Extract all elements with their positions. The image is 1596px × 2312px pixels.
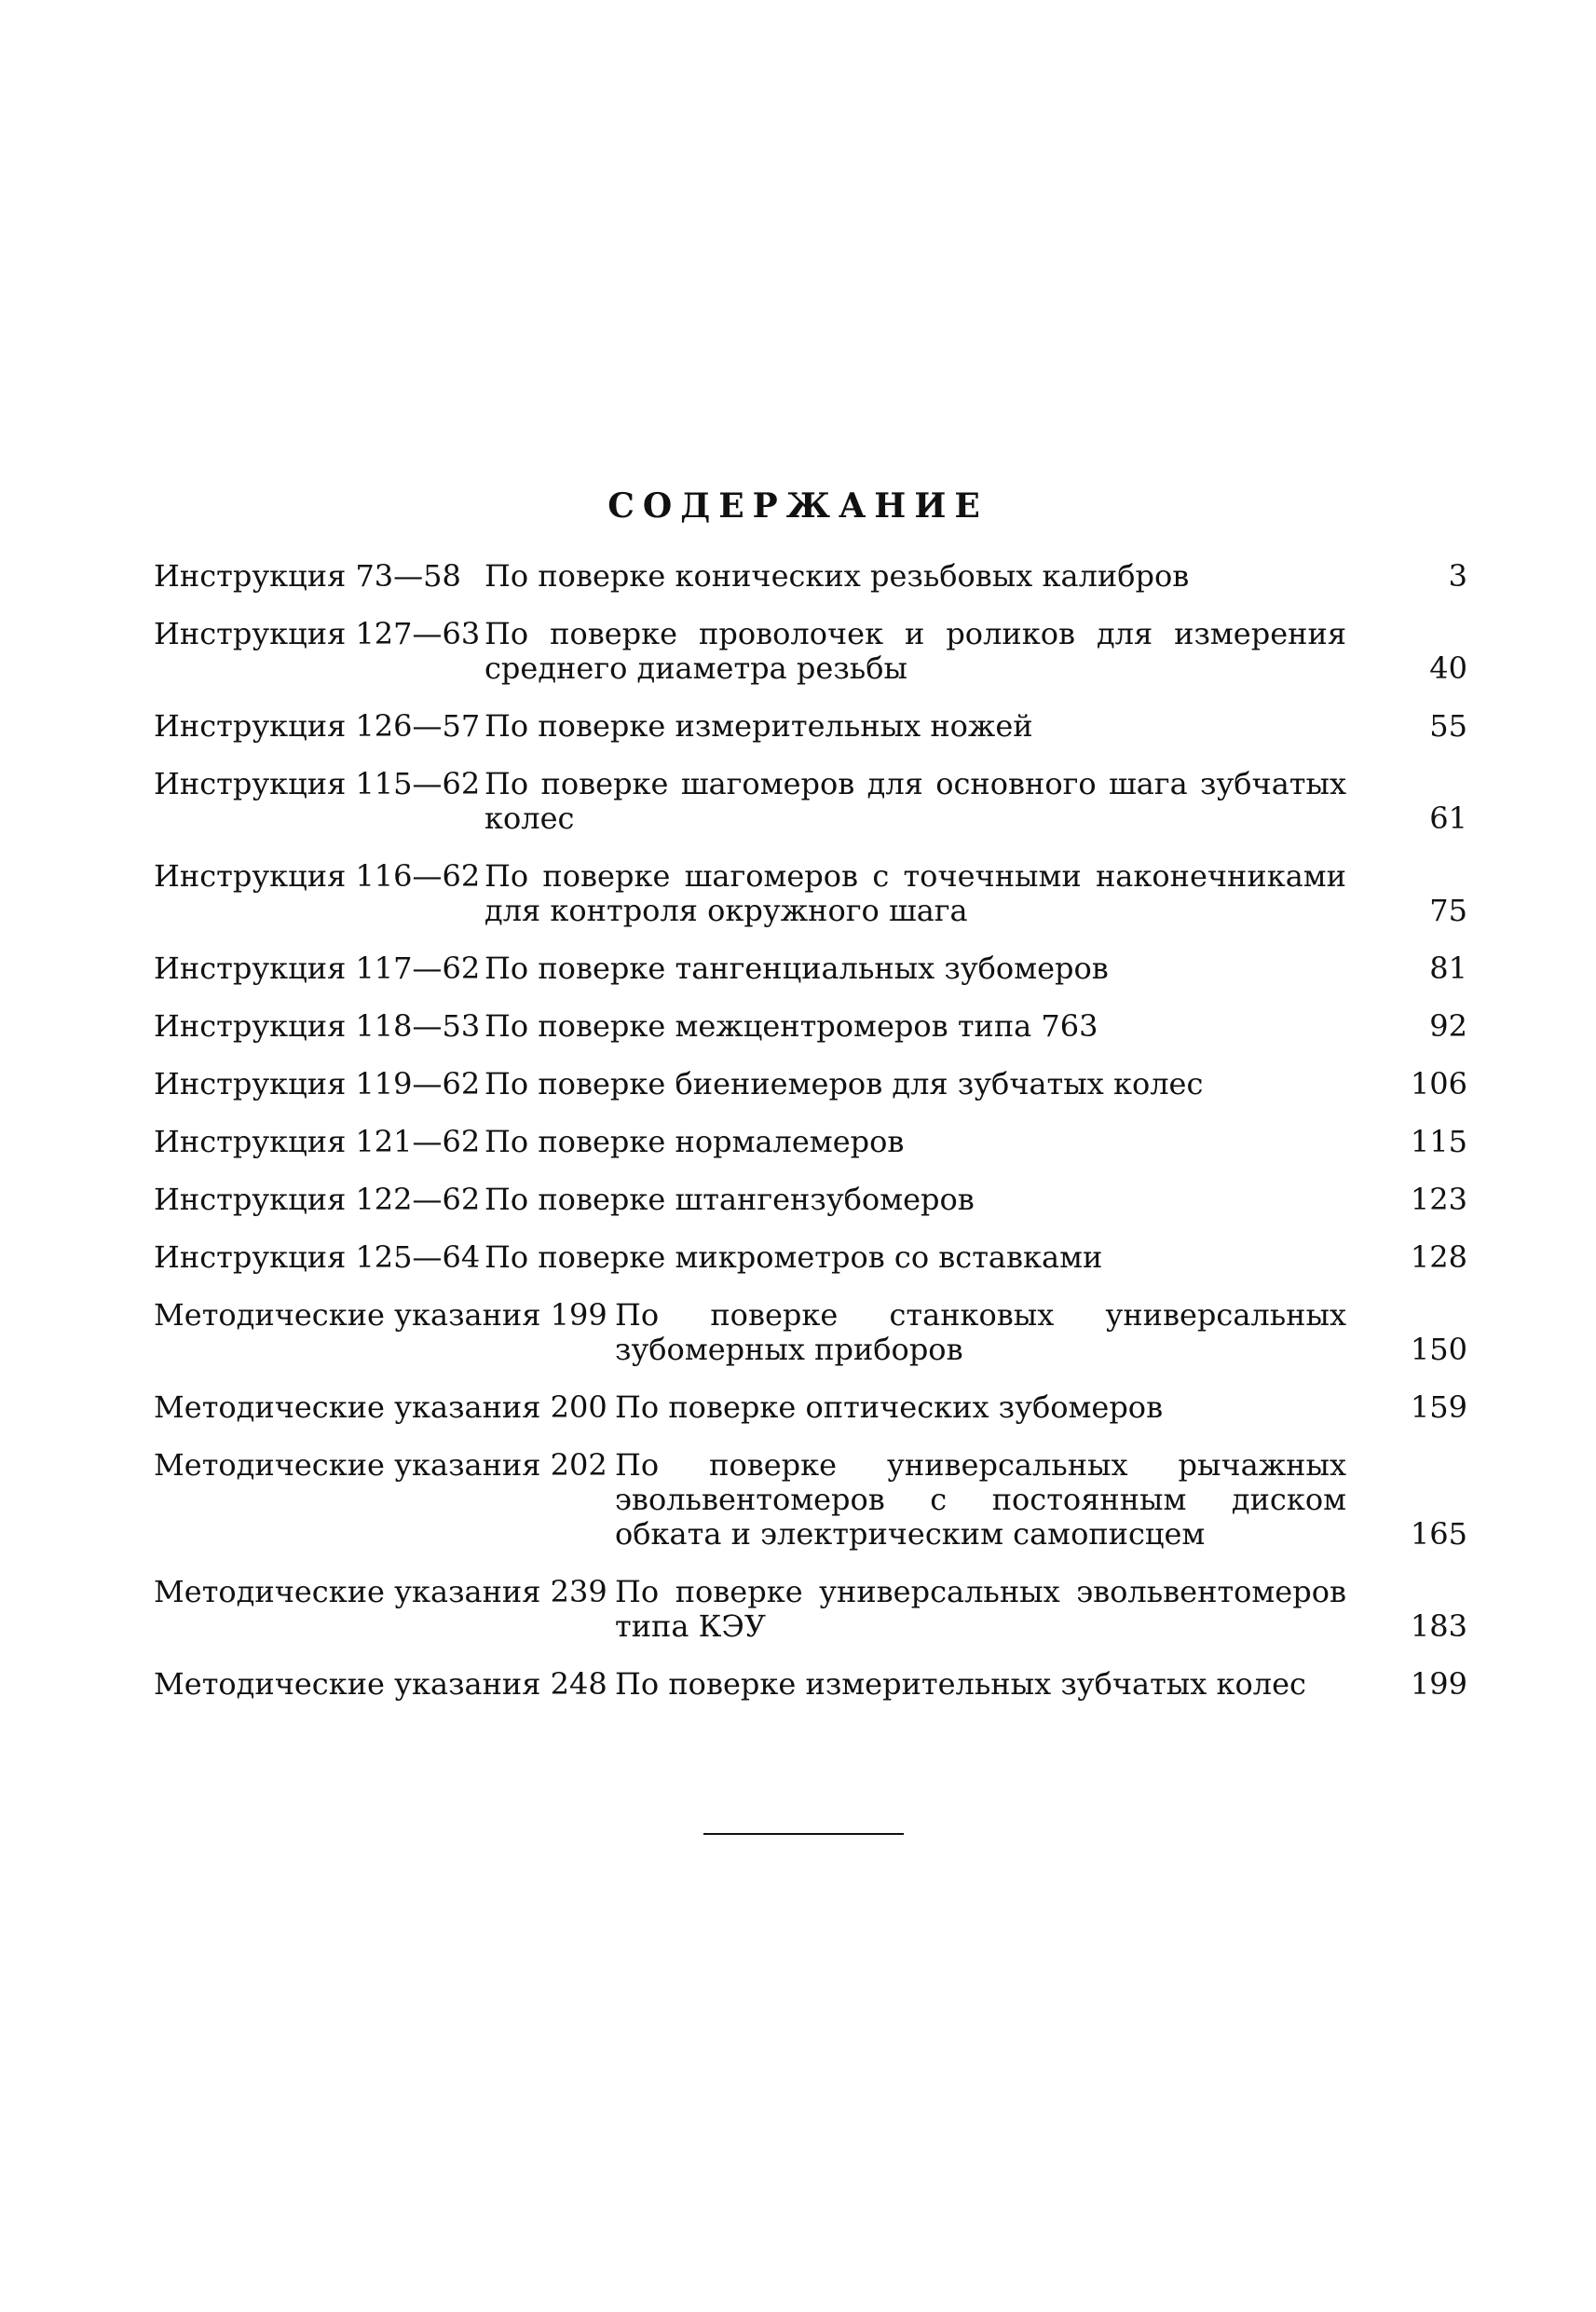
entry-description: По поверке биениемеров для зубчатых колес: [484, 1066, 1204, 1101]
entry-label: Инструкция 117—62: [154, 951, 481, 986]
toc-entry: [154, 559, 1467, 594]
entry-label: Инструкция 122—62: [154, 1182, 481, 1217]
entry-description: По поверке универсальных рычажных эвольвентомеров с постоянным диском обката и электрическим самописцем: [615, 1447, 1346, 1552]
toc-entry: [154, 1240, 1467, 1275]
entry-label: Инструкция 73—58: [154, 558, 461, 594]
entry-description: По поверке проволочек и роликов для измерения среднего диаметра резьбы: [484, 616, 1346, 686]
entry-description: По поверке межцентромеров типа 763: [484, 1008, 1098, 1044]
entry-label: Методические указания 248: [154, 1666, 607, 1702]
toc-entry: [154, 1667, 1467, 1702]
entry-page-number: 183: [1410, 1608, 1467, 1644]
entry-page-number: 123: [1410, 1182, 1467, 1217]
toc-entry: [154, 1183, 1467, 1217]
entry-description: По поверке измерительных зубчатых колес: [615, 1666, 1306, 1702]
entry-label: Инструкция 119—62: [154, 1066, 481, 1101]
toc-entry: [154, 1390, 1467, 1425]
entry-description: По поверке измерительных ножей: [484, 708, 1033, 744]
entry-page-number: 128: [1410, 1239, 1467, 1275]
toc-entry: [154, 709, 1467, 744]
entry-description: По поверке конических резьбовых калибров: [484, 558, 1190, 594]
entry-description: По поверке станковых универсальных зубомерных приборов: [615, 1297, 1346, 1367]
toc-entry: [154, 1575, 1467, 1644]
entry-description: По поверке шагомеров для основного шага зубчатых колес: [484, 766, 1346, 836]
toc-entry: [154, 1298, 1467, 1367]
entry-label: Инструкция 126—57: [154, 708, 481, 744]
entry-label: Инструкция 125—64: [154, 1239, 481, 1275]
toc-entry: [154, 617, 1467, 686]
toc-entry: [154, 859, 1467, 928]
entry-page-number: 159: [1410, 1389, 1467, 1425]
entry-label: Инструкция 118—53: [154, 1008, 481, 1044]
toc-entry: [154, 1125, 1467, 1159]
entry-description: По поверке универсальных эвольвентомеров типа КЭУ: [615, 1574, 1346, 1644]
entry-label: Инструкция 116—62: [154, 858, 481, 894]
entry-page-number: 61: [1429, 800, 1467, 836]
entry-label: Методические указания 202: [154, 1447, 607, 1483]
entry-label: Инструкция 127—63: [154, 616, 481, 651]
entry-page-number: 150: [1410, 1332, 1467, 1367]
closing-rule: [703, 1833, 904, 1835]
entry-page-number: 81: [1429, 951, 1467, 986]
toc-entry: [154, 951, 1467, 986]
entry-page-number: 106: [1410, 1066, 1467, 1101]
entry-page-number: 115: [1410, 1124, 1467, 1159]
toc-entry: [154, 767, 1467, 836]
entry-page-number: 165: [1410, 1516, 1467, 1552]
table-of-contents: [154, 559, 1467, 1725]
page-title: СОДЕРЖАНИЕ: [607, 486, 989, 526]
entry-description: По поверке тангенциальных зубомеров: [484, 951, 1109, 986]
entry-label: Инструкция 115—62: [154, 766, 481, 801]
entry-page-number: 75: [1429, 893, 1467, 928]
entry-page-number: 55: [1429, 708, 1467, 744]
entry-description: По поверке нормалемеров: [484, 1124, 905, 1159]
entry-page-number: 3: [1448, 558, 1467, 594]
entry-description: По поверке штангензубомеров: [484, 1182, 975, 1217]
entry-label: Методические указания 200: [154, 1389, 607, 1425]
entry-page-number: 40: [1429, 650, 1467, 686]
entry-description: По поверке шагомеров с точечными наконечниками для контроля окружного шага: [484, 858, 1346, 928]
toc-entry: [154, 1009, 1467, 1044]
entry-description: По поверке микрометров со вставками: [484, 1239, 1103, 1275]
entry-page-number: 92: [1429, 1008, 1467, 1044]
entry-description: По поверке оптических зубомеров: [615, 1389, 1164, 1425]
entry-label: Методические указания 199: [154, 1297, 607, 1333]
entry-label: Инструкция 121—62: [154, 1124, 481, 1159]
entry-page-number: 199: [1410, 1666, 1467, 1702]
toc-entry: [154, 1448, 1467, 1552]
toc-entry: [154, 1067, 1467, 1101]
entry-label: Методические указания 239: [154, 1574, 607, 1609]
